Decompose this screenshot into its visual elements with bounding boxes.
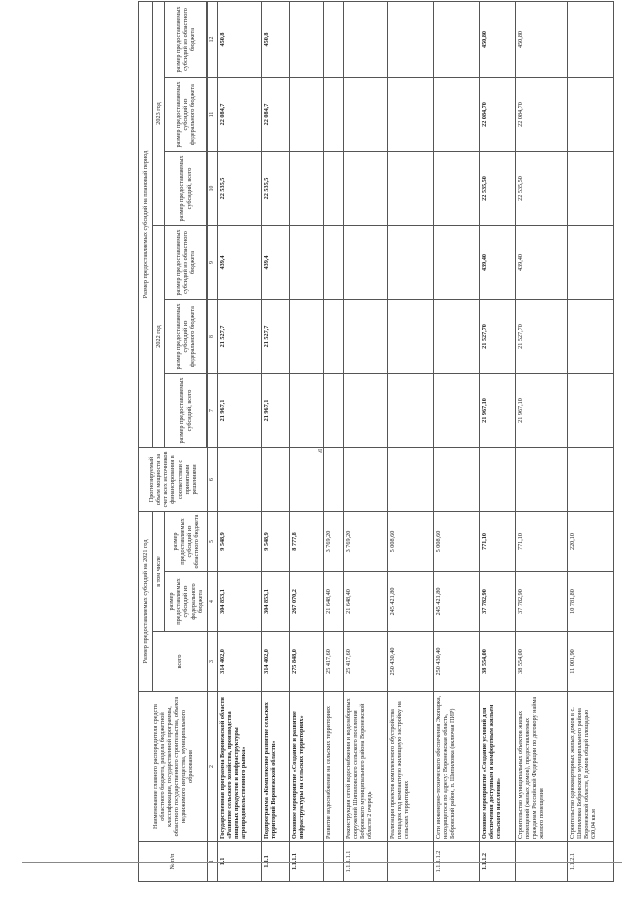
row-value: 267 070,2 (289, 572, 323, 632)
row-name: Реализация проектов комплексного обустройства площадок под компактную жилищную застройку на сельских территориях (387, 692, 433, 842)
row-value: 21 527,70 (515, 300, 567, 374)
column-number: 8 (208, 300, 218, 374)
row-value: 21 648,40 (343, 572, 387, 632)
column-number: 9 (208, 226, 218, 300)
column-number: 1 (208, 842, 218, 882)
row-value: 439,40 (515, 226, 567, 300)
header-2021-incl: в том числе (153, 512, 165, 632)
row-value: 21 967,1 (261, 374, 289, 448)
column-number: 4 (208, 572, 218, 632)
row-value (343, 300, 387, 374)
row-value: 21 967,10 (515, 374, 567, 448)
row-value: 22 535,5 (261, 152, 289, 226)
row-value: 450,80 (515, 1, 567, 77)
row-value: 304 853,1 (217, 572, 261, 632)
header-forecast: Прогнозируемый объем мощности за счет всех источников финансирования в соответствии с принятыми решениями (139, 448, 208, 512)
row-value (323, 300, 343, 374)
row-value (323, 448, 343, 512)
row-name: Сети инженерно-технического обеспечения Экопарка, находящегося по адресу: Воронежская область, Бобровский район, п. Шипиловка (включая ПИР) (433, 692, 479, 842)
row-value: 439,4 (217, 226, 261, 300)
header-2023: 2023 год (153, 1, 165, 225)
row-value: 771,10 (515, 512, 567, 572)
table-row (567, 1, 613, 881)
row-value (433, 300, 479, 374)
row-number: 1.1.1 (261, 842, 289, 882)
row-value: 9 548,9 (217, 512, 261, 572)
row-value (567, 448, 613, 512)
column-number: 5 (208, 512, 218, 572)
row-value: 22 535,50 (479, 152, 515, 226)
row-value: 25 417,60 (323, 632, 343, 692)
row-value: 245 421,80 (433, 572, 479, 632)
row-value (567, 78, 613, 152)
header-plan: Размер предоставляемых субсидий на плановый период (139, 1, 153, 447)
row-value: 771,10 (479, 512, 515, 572)
row-value (289, 152, 323, 226)
row-value (515, 448, 567, 512)
table-row (515, 1, 567, 881)
row-value (289, 448, 323, 512)
row-value (567, 1, 613, 77)
row-value (387, 226, 433, 300)
row-value (289, 300, 323, 374)
header-2023-total: размер предоставляемых субсидий, всего (165, 152, 207, 226)
row-value (433, 152, 479, 226)
row-value: 3 769,20 (323, 512, 343, 572)
row-value: 220,10 (567, 512, 613, 572)
row-value: 37 782,90 (515, 572, 567, 632)
table-row (289, 1, 323, 881)
rotated-table-container (138, 2, 618, 882)
row-name: Подпрограмма «Комплексное развитие сельских территорий Воронежской области» (261, 692, 289, 842)
row-value (323, 78, 343, 152)
row-value (323, 1, 343, 77)
row-value (289, 226, 323, 300)
row-value: 314 402,0 (261, 632, 289, 692)
row-value: 25 417,60 (343, 632, 387, 692)
table-row (217, 1, 261, 881)
row-value (343, 374, 387, 448)
row-value: 439,4 (261, 226, 289, 300)
row-value: 10 781,80 (567, 572, 613, 632)
row-number: 1.1 (217, 842, 261, 882)
table-row (343, 1, 387, 881)
table-row (261, 1, 289, 881)
row-value (343, 448, 387, 512)
header-2021-total: всего (153, 632, 208, 692)
column-number: 11 (208, 78, 218, 152)
column-number: 12 (208, 1, 218, 77)
row-value (261, 448, 289, 512)
row-value (343, 152, 387, 226)
row-value (343, 78, 387, 152)
row-value: 22 535,50 (515, 152, 567, 226)
row-value (343, 1, 387, 77)
table-row (433, 1, 479, 881)
column-number: 10 (208, 152, 218, 226)
row-value (433, 374, 479, 448)
row-value: 22 084,7 (261, 78, 289, 152)
table-row (479, 1, 515, 881)
row-value: 38 554,00 (479, 632, 515, 692)
row-value: 21 527,7 (261, 300, 289, 374)
row-value (567, 152, 613, 226)
row-name: Реконструкция сетей водоснабжения и водозаборных сооружений Шипиловского сельского поселения Бобровского муниципального района Воронежской области 2 очередь (343, 692, 387, 842)
row-value: 8 777,8 (289, 512, 323, 572)
row-value (479, 448, 515, 512)
row-value: 21 527,7 (217, 300, 261, 374)
header-2021-fed: размер предоставляемых субсидий из федерального бюджета (165, 572, 208, 632)
row-value (433, 78, 479, 152)
row-value: 11 001,90 (567, 632, 613, 692)
row-value (387, 152, 433, 226)
row-value: 450,8 (261, 1, 289, 77)
header-2022-reg: размер предоставляемых субсидий из областного бюджета (165, 226, 207, 300)
row-value (567, 374, 613, 448)
table-row (323, 1, 343, 881)
row-number: 1.1.1.2 (479, 842, 515, 882)
row-value (387, 1, 433, 77)
row-value: 21 967,10 (479, 374, 515, 448)
row-value: 275 848,0 (289, 632, 323, 692)
row-value (433, 448, 479, 512)
row-number: 1.1.1.1.1 (343, 842, 387, 882)
header-no: № п/п (139, 842, 208, 882)
header-2022-fed: размер предоставляемых субсидий из федерального бюджета (165, 300, 207, 374)
row-value: 250 430,40 (433, 632, 479, 692)
row-value: 439,40 (479, 226, 515, 300)
row-value (323, 152, 343, 226)
row-value (289, 374, 323, 448)
row-value (387, 448, 433, 512)
header-2022-total: размер предоставляемых субсидий, всего (165, 374, 207, 448)
row-name: Строительство муниципальных объектов жилых помещений (жилых домов), предоставляемых гражданам Российской Федерации по договору найма жилого помещения (515, 692, 567, 842)
page-mark: ч (318, 446, 323, 455)
row-value: 22 084,70 (479, 78, 515, 152)
column-number-row (208, 1, 218, 881)
row-value (387, 374, 433, 448)
row-value: 21 527,70 (479, 300, 515, 374)
column-number: 7 (208, 374, 218, 448)
header-2023-reg: размер предоставляемых субсидий из областного бюджета (165, 1, 207, 77)
row-value: 22 084,7 (217, 78, 261, 152)
row-name: Строительство одноквартирных жилых домов в с. Шипиловка Бобровского муниципального района Воронежской области, 8 домов общей площадью 630,04 кв.м (567, 692, 613, 842)
row-value: 450,80 (479, 1, 515, 77)
row-value: 5 008,60 (433, 512, 479, 572)
row-value (567, 226, 613, 300)
row-value (289, 1, 323, 77)
table-body (217, 1, 613, 881)
table-row (387, 1, 433, 881)
row-name: Развитие водоснабжения на сельских территориях (323, 692, 343, 842)
header-2021: Размер предоставляемых субсидий на 2021 год (139, 512, 153, 692)
row-value (323, 374, 343, 448)
row-value: 3 769,20 (343, 512, 387, 572)
header-2022: 2022 год (153, 226, 165, 448)
row-value: 450,8 (217, 1, 261, 77)
header-2021-reg: размер предоставляемых субсидий из областного бюджета (165, 512, 208, 572)
row-name: Основное мероприятие «Создание условий для обеспечения доступным и комфортным жильем сельского населения» (479, 692, 515, 842)
row-value (387, 300, 433, 374)
row-value (289, 78, 323, 152)
row-value: 21 967,1 (217, 374, 261, 448)
footer-rule (22, 862, 622, 863)
row-number: 1.1.2.1 (567, 842, 613, 882)
row-value: 245 421,80 (387, 572, 433, 632)
row-value: 9 548,9 (261, 512, 289, 572)
row-name: Государственная программа Воронежской области «Развитие сельского хозяйства, производства пищевых продуктов и инфраструктуры агропродовольственного рынка» (217, 692, 261, 842)
column-number: 6 (208, 448, 218, 512)
row-value (323, 226, 343, 300)
row-value: 304 853,1 (261, 572, 289, 632)
row-value: 250 430,40 (387, 632, 433, 692)
row-name: Основное мероприятие «Создание и развитие инфраструктуры на сельских территориях» (289, 692, 323, 842)
row-value: 38 554,00 (515, 632, 567, 692)
subsidy-table (138, 1, 614, 882)
header-2023-fed: размер предоставляемых субсидий из федерального бюджета (165, 78, 207, 152)
column-number: 2 (208, 692, 218, 842)
row-value (343, 226, 387, 300)
column-number: 3 (208, 632, 218, 692)
row-value: 21 648,40 (323, 572, 343, 632)
row-value (433, 1, 479, 77)
row-value (217, 448, 261, 512)
row-value (387, 78, 433, 152)
row-value: 22 535,5 (217, 152, 261, 226)
row-number: 1.1.1.1.2 (433, 842, 479, 882)
header-name: Наименование главного распорядителя средств областного бюджета, раздела бюджетной классификации, государственной программы, областного государственного строительства, объекта недвижимого имущества, муниципального образования (139, 692, 208, 842)
row-value (567, 300, 613, 374)
row-value: 37 782,90 (479, 572, 515, 632)
row-value: 314 402,0 (217, 632, 261, 692)
row-number: 1.1.1.1 (289, 842, 323, 882)
row-value: 5 008,60 (387, 512, 433, 572)
row-value (433, 226, 479, 300)
row-value: 22 084,70 (515, 78, 567, 152)
